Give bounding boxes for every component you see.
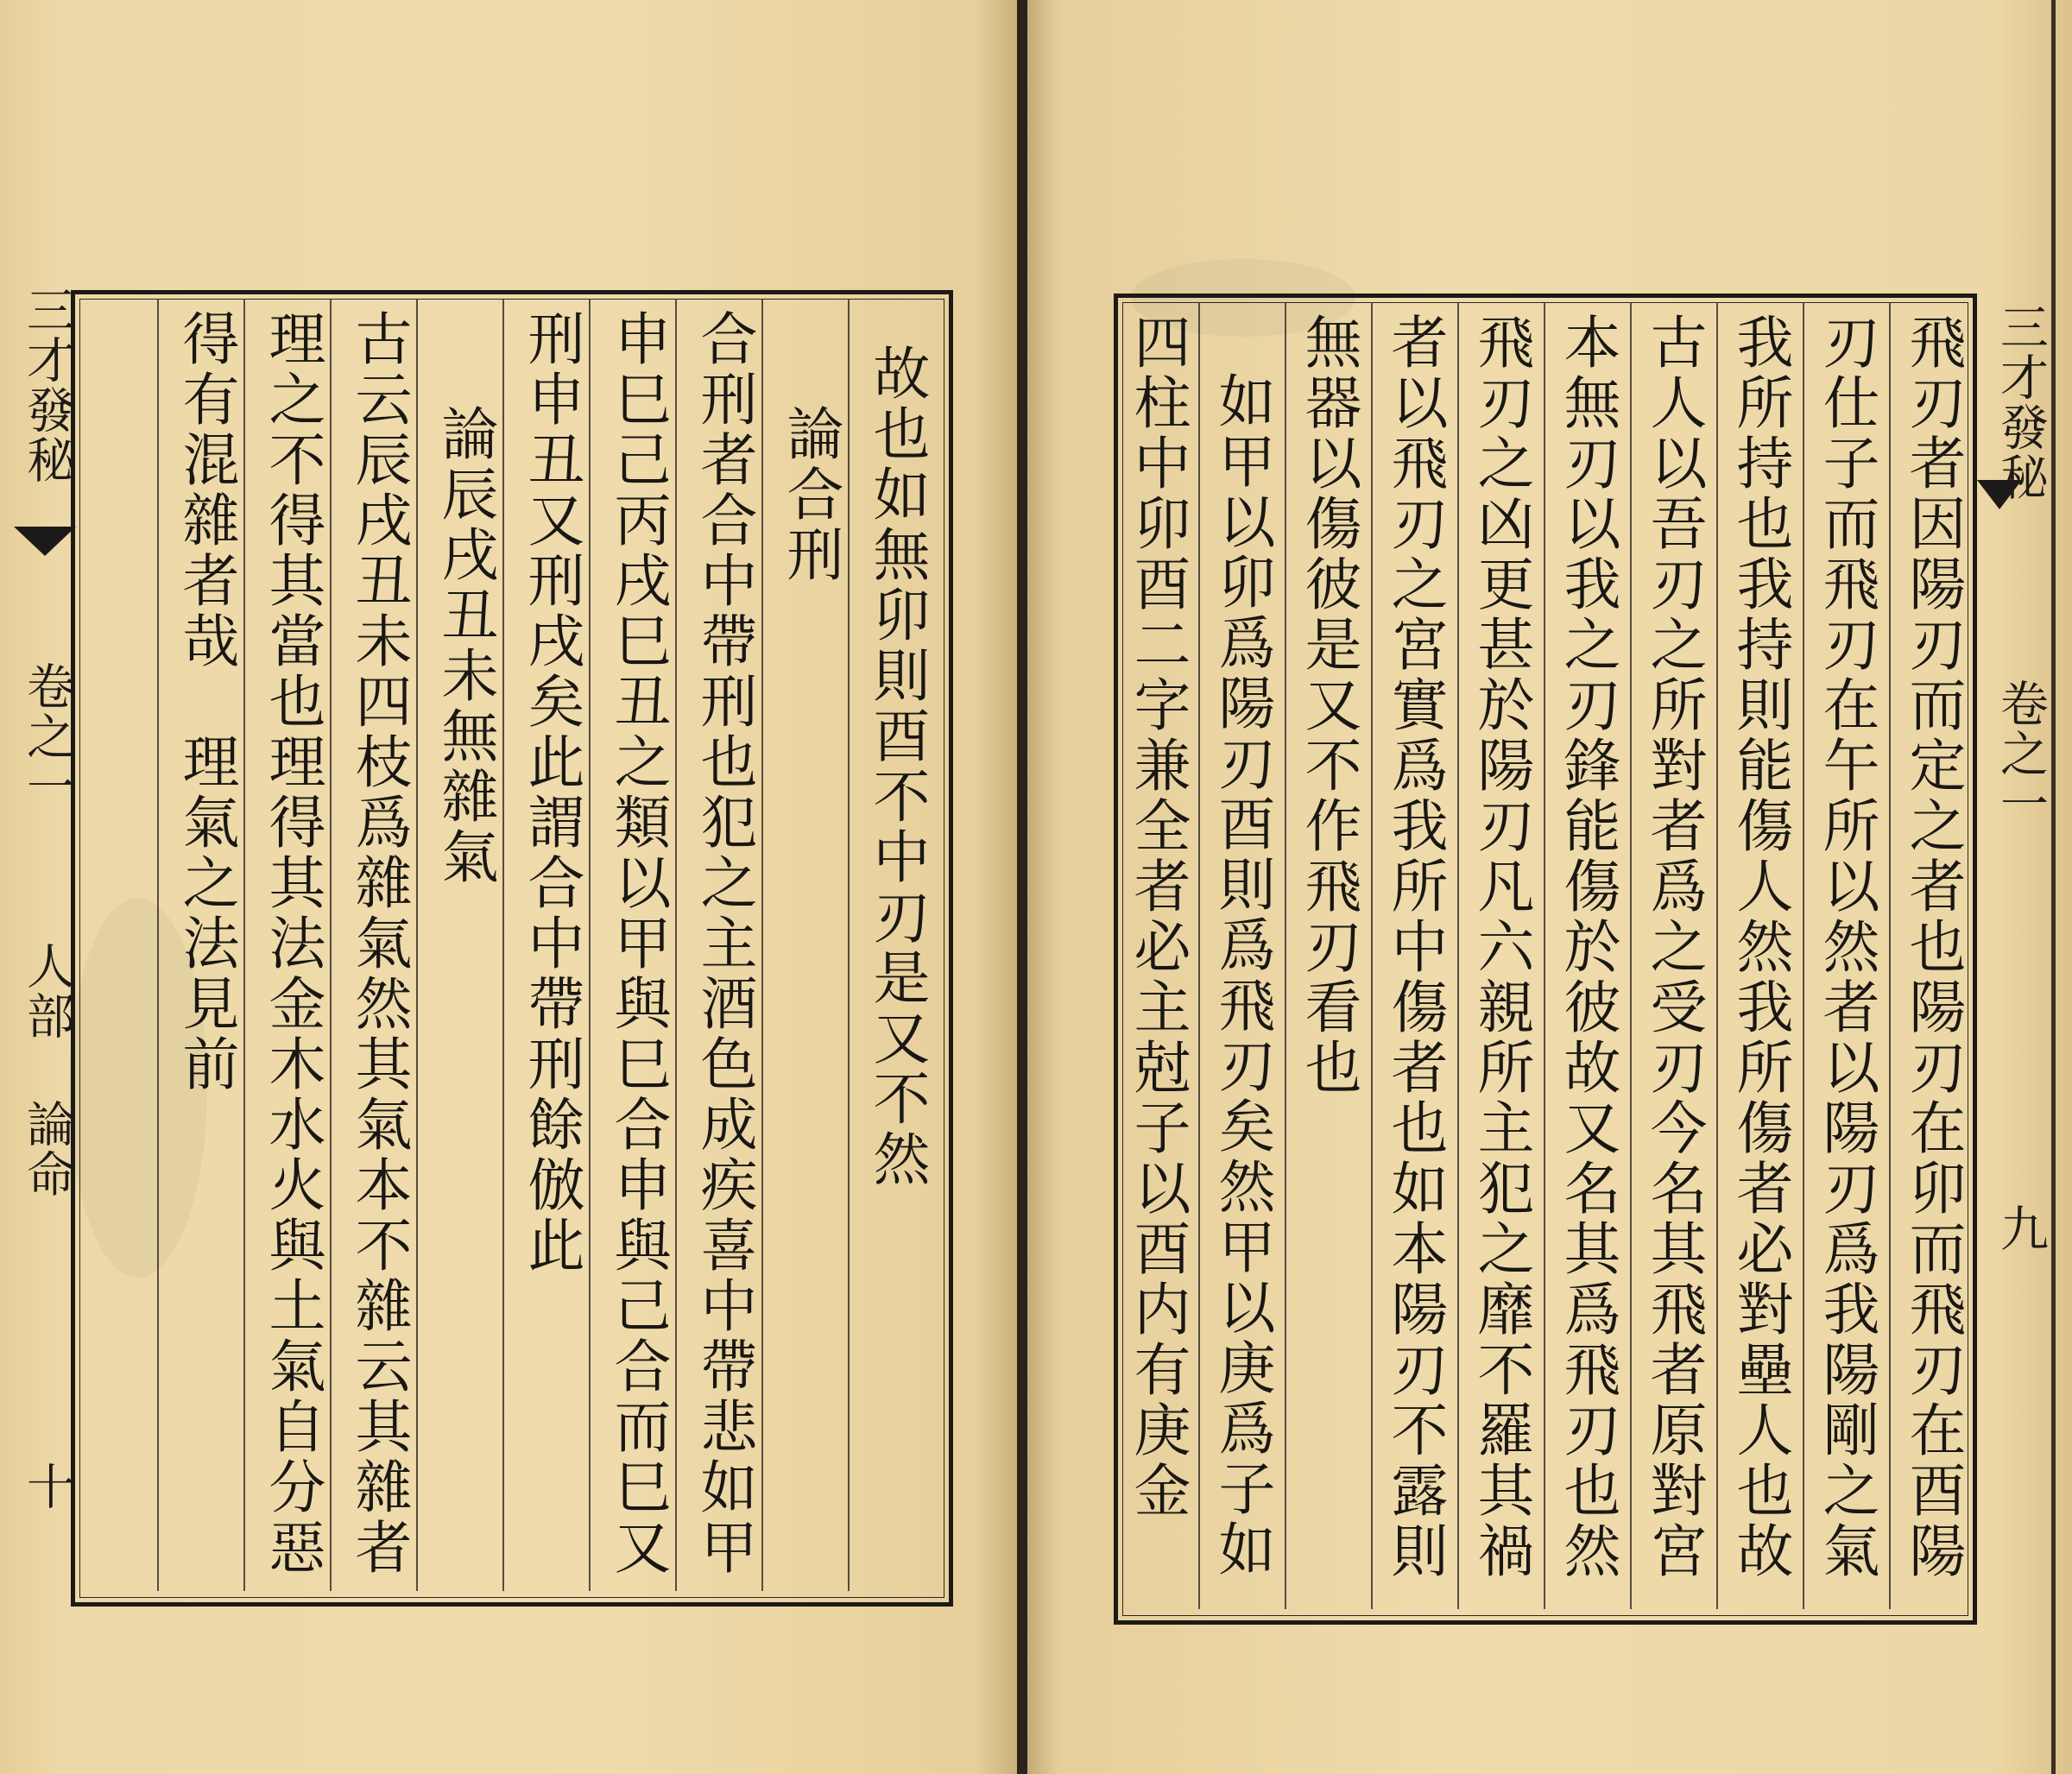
- section-heading: 論辰戌丑未無雜氣: [432, 404, 498, 887]
- text-column: 飛刃之凶更甚於陽刃凡六親所主犯之靡不羅其禍: [1468, 313, 1534, 1581]
- text-column: 申巳己丙戌巳丑之類以甲與巳合申與己合而巳又: [604, 309, 671, 1578]
- text-column: 如甲以卯爲陽刃酉則爲飛刃矣然甲以庚爲子如: [1209, 371, 1275, 1580]
- left-page: [0, 0, 1017, 1774]
- right-center-band: [1986, 302, 2055, 1407]
- text-column: 得有混雜者哉 理氣之法見前: [173, 309, 239, 1095]
- band-section: 人部 論命: [19, 941, 75, 1199]
- band-folio: 十: [19, 1461, 75, 1512]
- text-column: 者以飛刃之宮實爲我所中傷者也如本陽刃不露則: [1381, 313, 1448, 1581]
- text-column: 古云辰戌丑未四枝爲雜氣然其氣本不雜云其雜者: [345, 309, 412, 1578]
- right-page: [1027, 0, 2072, 1774]
- text-column: 我所持也我持則能傷人然我所傷者必對壘人也故: [1727, 313, 1793, 1581]
- text-column: 刑申丑又刑戌矣此謂合中帶刑餘倣此: [518, 309, 584, 1276]
- section-heading: 論合刑: [777, 404, 843, 585]
- band-volume: 卷之一: [19, 661, 75, 811]
- page-edge: [2051, 0, 2056, 1774]
- text-column: 理之不得其當也理得其法金木水火與土氣自分惡: [259, 309, 325, 1578]
- band-title: 三才發秘: [19, 285, 75, 485]
- column-rule: [157, 299, 159, 1591]
- band-volume: 卷之一: [1993, 679, 2049, 829]
- text-column: 飛刃者因陽刃而定之者也陽刃在卯而飛刃在酉陽: [1899, 313, 1966, 1581]
- fish-tail-mark: [14, 527, 76, 556]
- text-column: 合刑者合中帶刑也犯之主酒色成疾喜中帶悲如甲: [691, 309, 757, 1578]
- text-column: 四柱中卯酉二字兼全者必主尅子以酉内有庚金: [1124, 313, 1191, 1521]
- text-column: 古人以吾刃之所對者爲之受刃今名其飛者原對宮: [1640, 313, 1707, 1581]
- text-column: 刃仕子而飛刃在午所以然者以陽刃爲我陽剛之氣: [1813, 313, 1879, 1581]
- band-folio: 九: [1993, 1203, 2049, 1253]
- band-title: 三才發秘: [1993, 302, 2049, 502]
- text-column: 無器以傷彼是又不作飛刃看也: [1295, 313, 1361, 1098]
- text-column: 本無刃以我之刃鋒能傷於彼故又名其爲飛刃也然: [1554, 313, 1620, 1581]
- text-column: 故也如無卯則酉不中刃是又不然: [863, 344, 930, 1190]
- book-spine: [1017, 0, 1027, 1774]
